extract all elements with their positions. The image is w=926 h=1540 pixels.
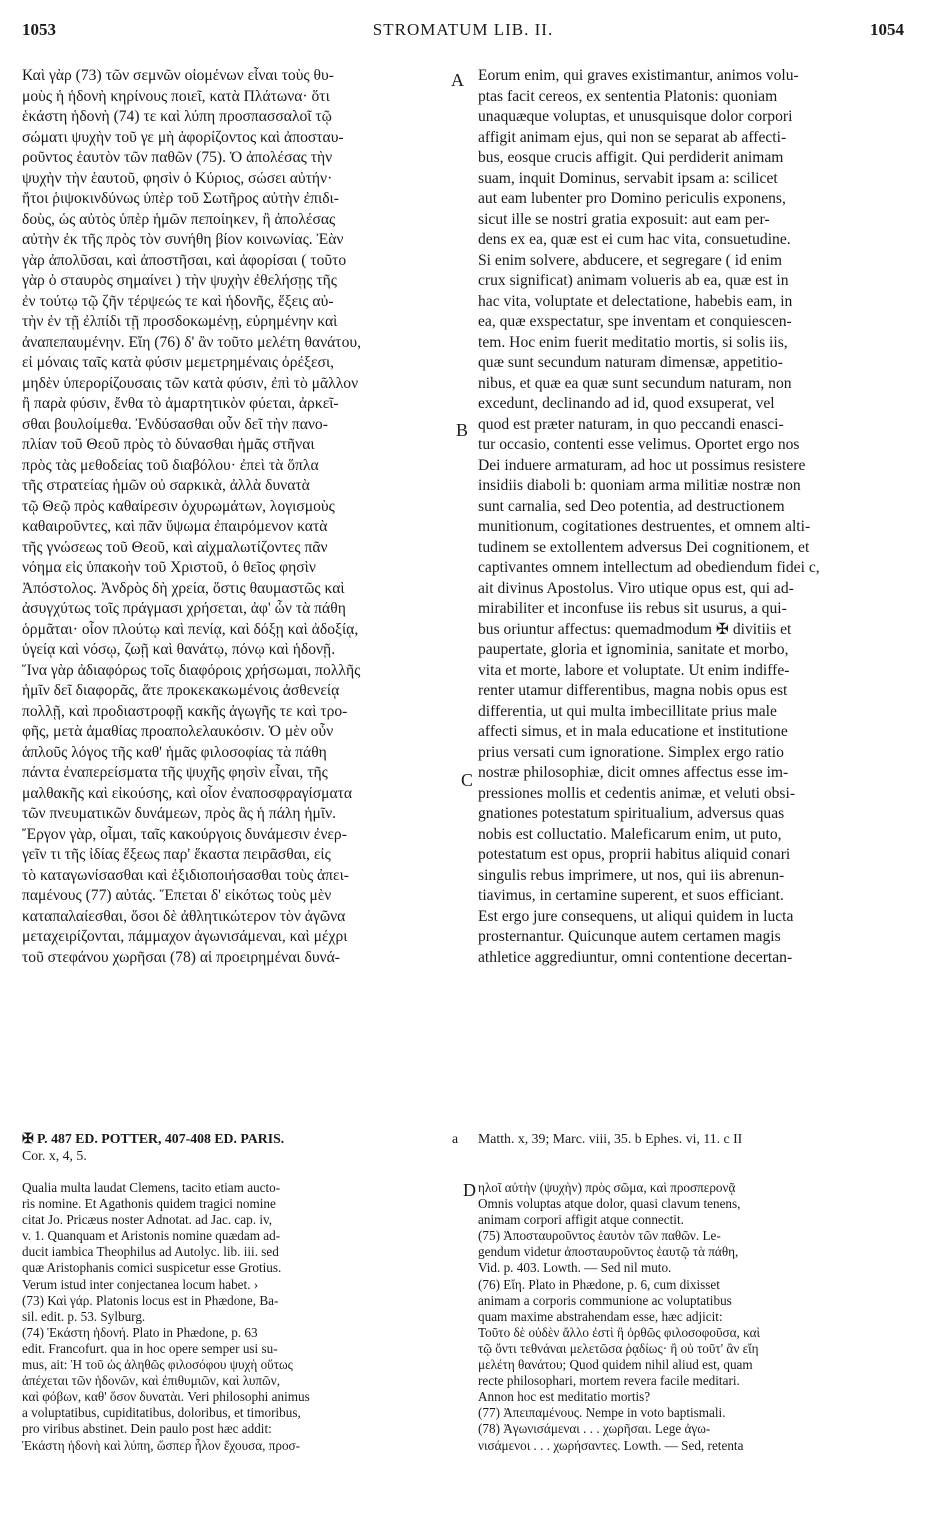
latin-text-line: suam, inquit Dominus, servabit ipsam a: scilicet: [478, 169, 778, 187]
note-line: καὶ φόβων, καθ' ὅσον δυνατὰι. Veri philosophi animus: [22, 1389, 310, 1405]
note-line: Τοῦτο δὲ οὐδὲν ἄλλο ἐστὶ ἢ ὀρθῶς φιλοσοφοῦσα, καὶ: [478, 1324, 761, 1340]
note-line: sil. edit. p. 53. Sylburg.: [22, 1308, 146, 1324]
latin-text-line: quod est præter naturam, in quo peccandi enasci-: [478, 415, 784, 433]
note-line: citat Jo. Pricæus noster Adnotat. ad Jac. cap. iv,: [22, 1212, 273, 1228]
note-line: Annon hoc est meditatio mortis?: [478, 1389, 651, 1405]
note-line: quam maxime abstrahendam esse, hæc adjicit:: [478, 1308, 723, 1324]
greek-text-line: μοὺς ἡ ἡδονὴ κηρίνους ποιεῖ, κατὰ Πλάτωνα· ὅτι: [22, 87, 330, 105]
note-line: gendum videtur ἀποσταυροῦντος ἑαυτῷ τὰ πάθη,: [478, 1244, 739, 1260]
note-line: animam corpori affigit atque connectit.: [478, 1212, 684, 1228]
latin-text-line: ea, quæ exspectatur, spe inventam et conquiescen-: [478, 313, 792, 330]
note-line: Omnis voluptas atque dolor, quasi clavum tenens,: [478, 1196, 741, 1212]
latin-text-line: differentia, ut qui multa imbecillitate prius male: [478, 702, 777, 720]
left-page-number: 1053: [22, 20, 56, 39]
latin-text-line: sunt carnalia, sed Deo potentia, ad destructionem: [478, 497, 785, 515]
note-line: Qualia multa laudat Clemens, tacito etiam aucto-: [22, 1180, 281, 1195]
greek-text-line: ἁπλοῦς λόγος τῆς καθ' ἡμᾶς φιλοσοφίας τὰ πάθη: [22, 743, 327, 761]
greek-text-line: πρὸς τὰς μεθοδείας τοῦ διαβόλου· ἐπεὶ τὰ ὅπλα: [22, 456, 319, 474]
latin-text-line: athletice aggrediuntur, omni contentione decertan-: [478, 948, 793, 966]
note-line: Ἑκάστη ἡδονὴ καὶ λύπη, ὥσπερ ἧλον ἔχουσα, προσ-: [22, 1437, 301, 1453]
latin-text-line: crux significat) animam volueris ab ea, quæ est in: [478, 272, 789, 289]
latin-text-line: hac vita, voluptate et delectatione, habebis eam, in: [478, 292, 793, 310]
latin-text-line: Eorum enim, qui graves existimantur, animos volu-: [478, 67, 799, 84]
greek-text-line: τὴν ἐν τῇ ἐλπίδι τῇ προσδοκωμένῃ, εὑρημένην καὶ: [22, 313, 338, 330]
latin-text-line: potestatum est opus, proprii habitus aliquid conari: [478, 846, 791, 863]
latin-text-line: prius versati cum ignoratione. Simplex ergo ratio: [478, 743, 784, 761]
latin-text-line: gnationes potestatum spiritualium, adversus quas: [478, 805, 785, 822]
greek-text-line: αὐτὴν ἐκ τῆς πρὸς τὸν συνήθη βίον κοινωνίας. Ἐὰν: [22, 231, 344, 248]
note-line: Vid. p. 403. Lowth. — Sed nil muto.: [478, 1260, 672, 1276]
note-line: (77) Ἀπειπαμένους. Nempe in voto baptismali.: [478, 1405, 726, 1421]
greek-text-line: ἑκάστη ἡδονὴ (74) τε καὶ λύπη προσπασσαλοῖ τῷ: [22, 108, 332, 125]
latin-text-line: insidiis diaboli b: quoniam arma militiæ nostræ non: [478, 477, 801, 494]
latin-column: [478, 66, 906, 1126]
latin-text-line: dens ex ea, quæ est ei cum hac vita, consuetudine.: [478, 231, 791, 248]
greek-text-line: πλίαν τοῦ Θεοῦ πρὸς τὸ δύνασθαι ἡμᾶς στῆναι: [22, 436, 315, 453]
greek-text-line: δοὺς, ὡς αὐτὸς ὑπὲρ ἡμῶν πεποίηκεν, ἢ ἀπολέσας: [22, 210, 336, 228]
note-line: Verum istud inter conjectanea locum habet. ›: [22, 1276, 259, 1292]
right-page-number: 1054: [870, 20, 904, 39]
greek-text-line: μηδὲν ὑπερορίζουσαις τῶν κατὰ φύσιν, ἐπὶ τὸ μᾶλλον: [22, 374, 359, 392]
greek-text-line: καθαιροῦντες, καὶ πᾶν ὕψωμα ἐπαιρόμενον κατὰ: [22, 518, 328, 535]
note-line: ηλοῖ αὐτὴν (ψυχὴν) πρὸς σῶμα, καὶ προσπερονᾷ: [478, 1180, 736, 1195]
latin-text-line: munitionum, cogitationes destruentes, et omnem alti-: [478, 518, 811, 535]
greek-text-line: ὑγείᾳ καὶ νόσῳ, ζωῇ καὶ θανάτῳ, πόνῳ καὶ ἡδονῇ.: [22, 641, 336, 658]
note-line: pro viribus abstinet. Dein paulo post hæc addit:: [22, 1421, 272, 1437]
latin-text-line: bus oriuntur affectus: quemadmodum ✠ divitiis et: [478, 620, 792, 638]
note-line: (78) Ἀγωνισάμεναι . . . χωρῆσαι. Lege ἀγω-: [478, 1421, 711, 1437]
latin-text-line: ait divinus Apostolus. Viro utique opus est, qui ad-: [478, 579, 794, 597]
greek-text-line: παμένους (77) αὐτάς. Ἕπεται δ' εἰκότως τοὺς μὲν: [22, 887, 332, 904]
greek-text-line: Ἵνα γὰρ ἀδιαφόρως τοῖς διαφόροις χρήσωμαι, πολλῆς: [22, 661, 361, 679]
latin-text-line: aut eam lubenter pro Domino periculis exponens,: [478, 190, 786, 207]
greek-text-line: φῆς, μετὰ ἀμαθίας προαπολελαυκόσιν. Ὁ μὲν οὖν: [22, 723, 334, 740]
note-line: recte philosophari, mortem revera facile meditari.: [478, 1373, 740, 1389]
greek-text-line: πολλῇ, καὶ προδιαστροφῇ κακῆς ἀγωγῆς τε καὶ τρο-: [22, 702, 348, 720]
latin-text-line: singulis rebus imprimere, ut nos, qui iis abrenun-: [478, 866, 785, 884]
note-line: (75) Ἀποσταυροῦντος ἑαυτὸν τῶν παθῶν. Le-: [478, 1228, 721, 1244]
latin-text-line: ptas facit cereos, ex sententia Platonis: quoniam: [478, 87, 778, 105]
latin-text-line: tem. Hoc enim fuerit meditatio mortis, si solis iis,: [478, 333, 788, 351]
greek-text-line: ψυχὴν τὴν ἑαυτοῦ, φησὶν ὁ Κύριος, σώσει αὐτήν·: [22, 169, 333, 187]
latin-text-line: Est ergo jure consequens, ut aliqui quidem in lucta: [478, 907, 794, 925]
greek-text-line: εἰ μόναις ταῖς κατὰ φύσιν μεμετρημέναις ὀρέξεσι,: [22, 354, 335, 371]
latin-text-line: sicut ille se nostri gratia exposuit: aut eam per-: [478, 210, 770, 228]
latin-text-line: tur occasio, contenti esse velimus. Oportet ergo nos: [478, 436, 800, 453]
footnote-ref-left-cont: a: [452, 1131, 459, 1146]
note-line: τῷ ὄντι τεθνάναι μελετῶσα ῥᾳδίως· ἢ οὐ τοῦτ' ἂν εἴη: [478, 1340, 759, 1356]
latin-text-line: nostræ philosophiæ, dicit omnes affectus esse im-: [478, 764, 789, 781]
greek-text-line: τοῦ στεφάνου χωρῆσαι (78) αἱ προειρημέναι δυνά-: [22, 948, 340, 966]
greek-text-line: νόημα εἰς ὑπακοὴν τοῦ Χριστοῦ, ὁ θεῖος φησὶν: [22, 559, 316, 576]
running-header: [22, 20, 904, 50]
latin-text-line: nibus, et quæ ea quæ sunt secundum naturam, non: [478, 374, 792, 392]
greek-text-line: ὁρμᾶται· οἷον πλούτῳ καὶ πενίᾳ, καὶ δόξῃ καὶ ἀδοξίᾳ,: [22, 620, 359, 638]
greek-text-line: γὰρ ὁ σταυρὸς σημαίνει ) τὴν ψυχὴν ἐθελήσῃς τῆς: [22, 272, 337, 289]
footnote-ref-left: ✠ P. 487 ED. POTTER, 407-408 ED. PARIS.: [22, 1131, 285, 1146]
margin-letter-b: B: [456, 420, 469, 440]
latin-text-line: affigit animam ejus, qui non se separat ab affecti-: [478, 128, 787, 146]
greek-text-line: τῶν πνευματικῶν δυνάμεων, πρὸς ἃς ἡ πάλη ἡμῖν.: [22, 805, 337, 822]
running-title: STROMATUM LIB. II.: [372, 20, 554, 39]
note-line: edit. Francofurt. qua in hoc opere semper usi su-: [22, 1340, 278, 1356]
greek-text-line: τῆς στρατείας ἡμῶν οὐ σαρκικὰ, ἀλλὰ δυνατὰ: [22, 477, 310, 494]
greek-text-line: σώματι ψυχὴν τοῦ γε μὴ ἀφορίζοντος καὶ ἀποσταυ-: [22, 128, 344, 146]
latin-text-line: mirabiliter et inconfuse iis rebus sit usurus, a qui-: [478, 600, 787, 617]
latin-text-line: Dei induere armaturam, ad hoc ut possimus resistere: [478, 456, 806, 474]
greek-text-line: τῆς γνώσεως τοῦ Θεοῦ, καὶ αἰχμαλωτίζοντες πᾶν: [22, 538, 328, 556]
greek-text-line: τὸ καταγωνίσασθαι καὶ ἐξιδιοποιήσασθαι τοὺς ἀπει-: [22, 866, 349, 884]
greek-text-line: καταπαλαίεσθαι, ὅσοι δὲ ἀθλητικώτερον τὸν ἀγῶνα: [22, 907, 346, 925]
margin-letter-c: C: [461, 770, 474, 790]
latin-text-line: vita et morte, labore et voluptate. Ut enim indiffe-: [478, 661, 790, 679]
latin-text-line: quæ sunt secundum naturam dimensæ, appetitio-: [478, 354, 783, 371]
note-line: a voluptatibus, cupiditatibus, doloribus, et timoribus,: [22, 1405, 301, 1421]
greek-text-line: ἀσυγχύτως τοῖς πράγμασι χρήσεται, ἀφ' ὧν τὰ πάθη: [22, 600, 346, 617]
note-line: quæ Aristophanis comici suspicetur esse Grotius.: [22, 1260, 282, 1276]
greek-text-line: ἀναπεπαυμένην. Εἴη (76) δ' ἂν τοῦτο μελέτη θανάτου,: [22, 333, 361, 351]
note-line: v. 1. Quanquam et Aristonis nomine quædam ad-: [22, 1228, 281, 1244]
note-line: animam a corporis communione ac voluptatibus: [478, 1292, 732, 1308]
note-line: ἀπέχεται τῶν ἡδονῶν, καὶ ἐπιθυμιῶν, καὶ λυπῶν,: [22, 1373, 280, 1389]
latin-text-line: bus, eosque crucis affigit. Qui perdiderit animam: [478, 149, 784, 166]
greek-text-line: μαλθακῆς καὶ εἰκούσης, καὶ οἷον ἐναποσφραγίσματα: [22, 784, 353, 802]
greek-text-line: πάντα ἐναπερείσματα τῆς ψυχῆς φησὶν εἶναι, τῆς: [22, 764, 328, 781]
greek-text-line: Ἔργον γὰρ, οἶμαι, ταῖς κακούργοις δυνάμεσιν ἐνερ-: [22, 825, 347, 843]
latin-text-line: Si enim solvere, abducere, et segregare ( id enim: [478, 251, 782, 269]
greek-text-line: ἢ παρὰ φύσιν, ἔνθα τὸ ἁμαρτητικὸν φύεται, ἀρκεῖ-: [22, 395, 339, 412]
latin-text-line: prosternantur. Quicunque autem certamen magis: [478, 928, 781, 945]
latin-text-line: tudinem se extollentem adversus Dei cognitionem, et: [478, 538, 810, 556]
note-line: mus, ait: Ἡ τοῦ ὡς ἀληθῶς φιλοσόφου ψυχὴ οὕτως: [22, 1357, 293, 1373]
latin-text-line: renter utamur differentibus, magna nobis opus est: [478, 682, 788, 699]
greek-text-line: ροῦντος ἑαυτὸν τῶν παθῶν (75). Ὁ ἀπολέσας τὴν: [22, 149, 333, 166]
greek-text-line: μεταχειρίζονται, πάμμαχον ἀγωνισάμεναι, καὶ μέχρι: [22, 928, 348, 945]
latin-text-line: captivantes omnem intellectum ad obediendum fidei c,: [478, 559, 820, 576]
latin-text-line: unaquæque voluptas, et unusquisque dolor corpori: [478, 108, 793, 125]
greek-text-line: γὰρ ἀπολῦσαι, καὶ ἀποστῆσαι, καὶ ἀφορίσαι ( τοῦτο: [22, 251, 347, 269]
latin-text-line: excedunt, declinando ad id, quod exsuperat, vel: [478, 395, 775, 412]
greek-text-line: ἐν τούτῳ τῷ ζῆν τέρψεώς τε καὶ ἡδονῆς, ἕξεις αὐ-: [22, 292, 334, 310]
greek-text-line: ἤτοι ῥιψοκινδύνως ὑπὲρ τοῦ Σωτῆρος αὐτὴν ἐπιδι-: [22, 190, 339, 207]
footnote-ref-cont: Cor. x, 4, 5.: [22, 1148, 87, 1163]
note-line: (76) Εἴη. Plato in Phædone, p. 6, cum dixisset: [478, 1276, 720, 1292]
greek-text-line: ἡμῖν δεῖ διαφορᾶς, ἅτε προκεκακωμένοις ἀσθενείᾳ: [22, 682, 340, 699]
latin-text-line: affecti simus, et in mala educatione et institutione: [478, 723, 788, 740]
note-line: ducit iambica Theophilus ad Autolyc. lib. iii. sed: [22, 1244, 279, 1260]
note-line: (73) Καὶ γάρ. Platonis locus est in Phædone, Ba-: [22, 1292, 279, 1308]
greek-text-line: Καὶ γὰρ (73) τῶν σεμνῶν οἰομένων εἶναι τοὺς θυ-: [22, 67, 334, 84]
note-line: νισάμενοι . . . χωρήσαντες. Lowth. — Sed, retenta: [478, 1437, 744, 1453]
notes-left-column: [22, 1180, 450, 1535]
note-line: μελέτη θανάτου; Quod quidem nihil aliud est, quam: [478, 1357, 753, 1373]
greek-text-line: τῷ Θεῷ πρὸς καθαίρεσιν ὀχυρωμάτων, λογισμοὺς: [22, 497, 335, 515]
greek-text-line: Ἀπόστολος. Ἀνδρὸς δὴ χρεία, ὅστις θαυμαστῶς καὶ: [22, 579, 345, 597]
greek-column: [22, 66, 450, 1126]
notes-right-column: [478, 1180, 906, 1535]
margin-letter-a: A: [451, 70, 464, 90]
latin-text-line: tiavimus, in certamine superent, et suos efficiant.: [478, 887, 784, 904]
note-line: (74) Ἑκάστη ἡδονή. Plato in Phædone, p. 63: [22, 1324, 258, 1340]
margin-letter-d: D: [463, 1180, 476, 1200]
latin-text-line: nobis est colluctatio. Maleficarum enim, ut puto,: [478, 825, 782, 843]
latin-text-line: pressiones mollis et cedentis animæ, et veluti obsi-: [478, 784, 796, 802]
greek-text-line: γεῖν τι τῆς ἰδίας ἕξεως παρ' ἕκαστα πειρᾶσθαι, εἰς: [22, 846, 331, 863]
note-line: ris nomine. Et Agathonis quidem tragici nomine: [22, 1196, 276, 1212]
latin-text-line: paupertate, gloria et ignominia, sanitate et morbo,: [478, 641, 789, 658]
footnote-ref-right: Matth. x, 39; Marc. viii, 35. b Ephes. vi, 11. c II: [478, 1131, 743, 1146]
greek-text-line: σθαι βουλοίμεθα. Ἐνδύσασθαι οὖν δεῖ τὴν πανο-: [22, 415, 328, 433]
